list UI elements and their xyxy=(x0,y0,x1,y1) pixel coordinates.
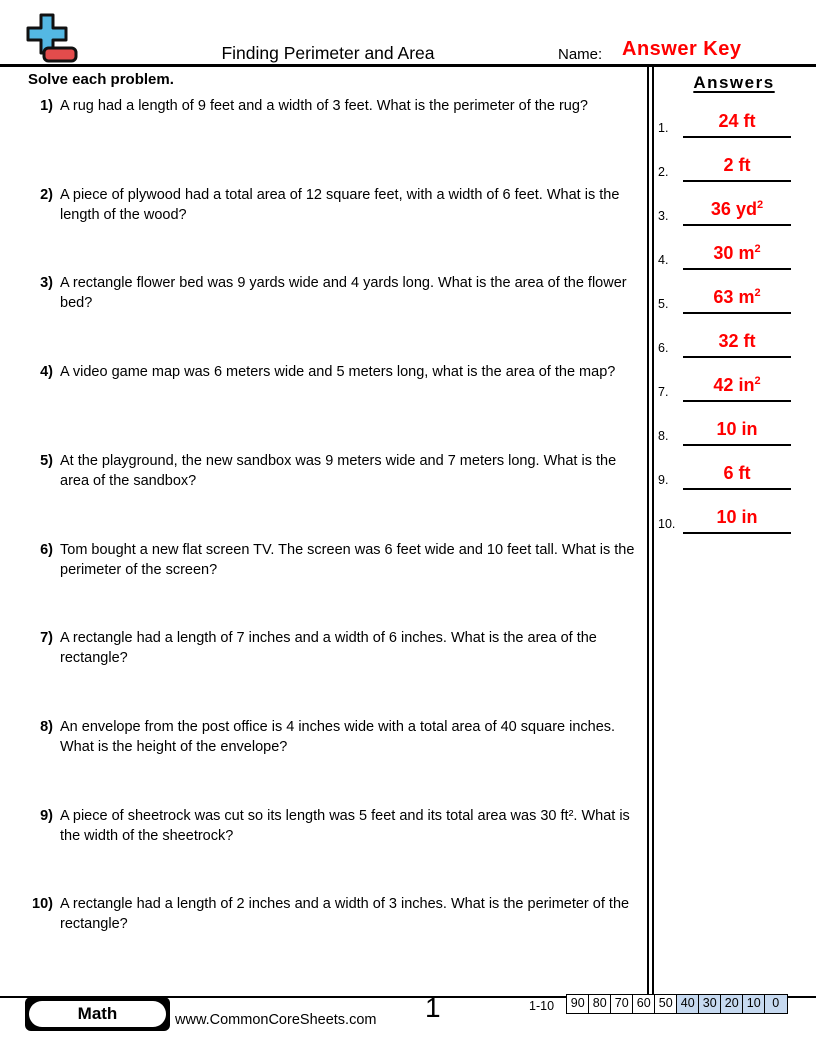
problem-number: 2) xyxy=(40,187,53,203)
problem-item xyxy=(28,541,645,580)
problem-number: 5) xyxy=(40,453,53,469)
score-cell: 40 xyxy=(676,994,700,1014)
answer-item xyxy=(652,320,816,358)
problem-item xyxy=(28,718,645,757)
problem-text: A rug had a length of 9 feet and a width of 3 feet. What is the perimeter of the rug? xyxy=(60,98,588,114)
problem-text: A piece of plywood had a total area of 12 square feet, with a width of 6 feet. What is the length of the wood? xyxy=(60,187,620,223)
problem-text: A rectangle had a length of 2 inches and a width of 3 inches. What is the perimeter of the rectangle? xyxy=(60,896,630,932)
answer-item xyxy=(652,100,816,138)
problem-number: 8) xyxy=(40,719,53,735)
math-badge xyxy=(25,997,170,1031)
answer-number: 5. xyxy=(658,297,669,311)
score-cell: 60 xyxy=(632,994,656,1014)
answer-number: 4. xyxy=(658,253,669,267)
answer-number: 6. xyxy=(658,341,669,355)
instruction-text: Solve each problem. xyxy=(28,71,174,88)
answer-item xyxy=(652,144,816,182)
answer-blank-line xyxy=(683,188,791,226)
answer-number: 7. xyxy=(658,385,669,399)
answer-blank-line xyxy=(683,276,791,314)
answers-panel xyxy=(652,67,816,994)
answer-value: 30 $m^2$ xyxy=(713,243,761,263)
answer-number: 9. xyxy=(658,473,669,487)
score-cell: 30 xyxy=(698,994,722,1014)
answer-number: 10. xyxy=(658,517,676,531)
answer-item xyxy=(652,364,816,402)
answer-item xyxy=(652,276,816,314)
score-range-label: 1-10 xyxy=(529,999,555,1013)
minus-icon xyxy=(44,48,76,61)
problem-item xyxy=(28,97,645,117)
problem-item xyxy=(28,452,645,491)
answer-value: 6 ft xyxy=(723,463,751,483)
answer-number: 1. xyxy=(658,121,669,135)
score-cell: 70 xyxy=(610,994,634,1014)
answer-blank-line xyxy=(683,452,791,490)
math-badge-label: Math xyxy=(29,1001,166,1027)
answer-blank-line xyxy=(683,364,791,402)
answer-blank-line xyxy=(683,408,791,446)
score-cell: 0 xyxy=(764,994,788,1014)
answer-number: 8. xyxy=(658,429,669,443)
name-value: Answer Key xyxy=(622,38,742,60)
answer-value: 10 in xyxy=(716,507,758,527)
problem-item xyxy=(28,629,645,668)
problem-item xyxy=(28,895,645,934)
answer-item xyxy=(652,232,816,270)
problem-number: 6) xyxy=(40,542,53,558)
problem-text: A piece of sheetrock was cut so its length was 5 feet and its total area was 30 ft². What is the width of the sheetrock? xyxy=(60,808,630,844)
answer-item xyxy=(652,188,816,226)
score-cell: 80 xyxy=(588,994,612,1014)
problem-number: 1) xyxy=(40,98,53,114)
answer-value: 24 ft xyxy=(718,111,756,131)
answer-blank-line xyxy=(683,144,791,182)
score-grid xyxy=(566,994,788,1014)
problem-item xyxy=(28,807,645,846)
answer-value: 42 $in^2$ xyxy=(713,375,761,395)
problem-text: Tom bought a new flat screen TV. The screen was 6 feet wide and 10 feet tall. What is the perimeter of the screen? xyxy=(60,542,635,578)
problem-text: A rectangle flower bed was 9 yards wide and 4 yards long. What is the area of the flower bed? xyxy=(60,275,627,311)
problem-item xyxy=(28,274,645,313)
score-cell: 10 xyxy=(742,994,766,1014)
page-title: Finding Perimeter and Area xyxy=(221,43,435,63)
answer-number: 2. xyxy=(658,165,669,179)
answer-blank-line xyxy=(683,100,791,138)
problem-number: 9) xyxy=(40,808,53,824)
answer-blank-line xyxy=(683,496,791,534)
page-number: 1 xyxy=(425,992,441,1023)
answer-value: 2 ft xyxy=(723,155,751,175)
answer-item xyxy=(652,408,816,446)
answers-header: Answers xyxy=(693,73,775,92)
answer-value: 36 $yd^2$ xyxy=(710,199,764,219)
score-cell: 90 xyxy=(566,994,590,1014)
answer-value: 10 in xyxy=(716,419,758,439)
name-label: Name: xyxy=(558,46,603,63)
problem-text: A rectangle had a length of 7 inches and a width of 6 inches. What is the area of the rectangle? xyxy=(60,630,597,666)
problem-text: An envelope from the post office is 4 inches wide with a total area of 40 square inches. What is the height of the envelope? xyxy=(60,719,616,755)
problem-number: 7) xyxy=(40,630,53,646)
answer-number: 3. xyxy=(658,209,669,223)
problem-number: 4) xyxy=(40,364,53,380)
answer-blank-line xyxy=(683,320,791,358)
answer-item xyxy=(652,496,816,534)
problem-text: A video game map was 6 meters wide and 5 meters long, what is the area of the map? xyxy=(60,364,616,380)
problem-number: 3) xyxy=(40,275,53,291)
problem-item xyxy=(28,363,645,383)
answer-item xyxy=(652,452,816,490)
score-cell: 20 xyxy=(720,994,744,1014)
answer-value: 32 ft xyxy=(718,331,756,351)
score-cell: 50 xyxy=(654,994,678,1014)
problem-text: At the playground, the new sandbox was 9 meters wide and 7 meters long. What is the area of the sandbox? xyxy=(60,453,617,489)
answer-value: 63 $m^2$ xyxy=(713,287,761,307)
website-text: www.CommonCoreSheets.com xyxy=(175,1012,377,1028)
math-logo-icon xyxy=(24,12,82,64)
problem-number: 10) xyxy=(32,896,53,912)
problem-item xyxy=(28,186,645,225)
answer-blank-line xyxy=(683,232,791,270)
